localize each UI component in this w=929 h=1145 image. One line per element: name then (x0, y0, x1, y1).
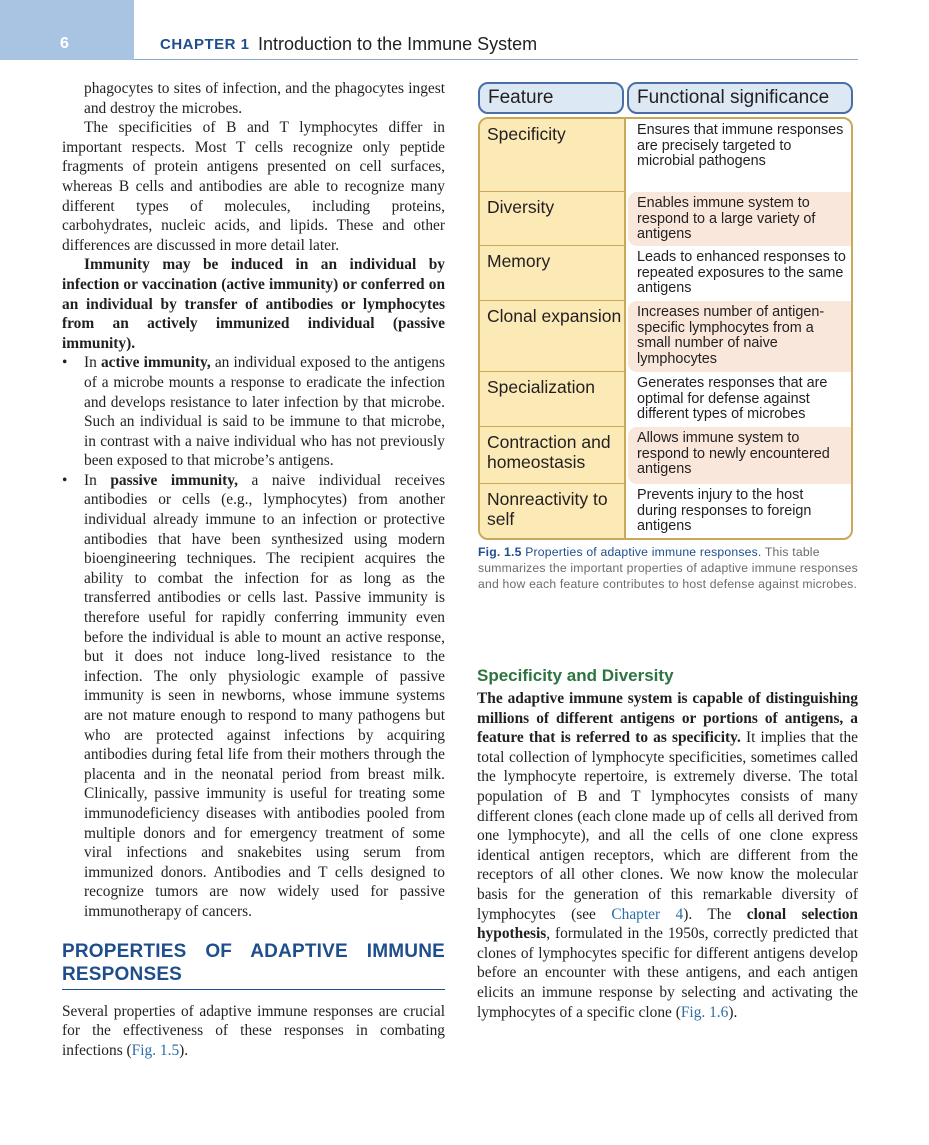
significance-cell: Leads to enhanced responses to repeated exposures to the same antigens (637, 249, 846, 297)
bullet-text: In (84, 354, 101, 372)
feature-cell: Nonreactivity to self (480, 484, 626, 538)
table-row (480, 119, 851, 192)
figure-link[interactable]: Fig. 1.6 (680, 1003, 729, 1021)
paragraph (62, 1002, 445, 1061)
paragraph-text: ). (179, 1041, 189, 1059)
feature-cell: Memory (480, 246, 626, 301)
section-rule (62, 989, 445, 990)
bullet-text: an individual exposed to the antigens of a microbe mounts a response to eradicate the infection and develops resistance to later infection by that microbe. Such an individual is said to be immune to that microbe, in contrast with a naive individual who has not previously been exposed to that microbe’s antigens. (84, 354, 445, 470)
paragraph-text: It implies that the total collection of lymphocyte specificities, sometimes called the lymphocyte repertoire, is extremely diverse. The total population of B and T lymphocytes consists of many different clones (each clone made up of cells all derived from one lymphocyte), and all the cells of one clone express identical antigen receptors, which are different from the receptors of all other clones. We now know the molecular basis for the generation of this remarkable diversity of lymphocytes (see (477, 729, 858, 923)
term-passive-immunity: passive immunity, (110, 471, 238, 489)
feature-cell: Specificity (480, 119, 626, 192)
key-statement: Immunity may be induced in an individual by infection or vaccination (active immunity) or conferred on an individual by transfer of antibodies or lymphocytes from an actively immunized individual (passive immunity). (62, 256, 445, 352)
feature-cell: Specialization (480, 372, 626, 427)
caption-label: Fig. 1.5 (478, 545, 522, 559)
significance-cell: Enables immune system to respond to a large variety of antigens (628, 192, 851, 246)
feature-cell: Diversity (480, 192, 626, 246)
left-column (62, 79, 445, 1060)
paragraph-text: ). (728, 1003, 738, 1021)
subsection-heading: Specificity and Diversity (477, 666, 674, 685)
page-number: 6 (60, 35, 69, 52)
right-column (477, 665, 858, 1022)
significance-cell: Prevents injury to the host during responses to foreign antigens (637, 487, 812, 535)
chapter-label: CHAPTER 1 (160, 36, 250, 53)
significance-cell: Ensures that immune responses are precisely targeted to microbial pathogens (637, 122, 844, 170)
table-row (480, 372, 851, 427)
term-active-immunity: active immunity, (100, 354, 211, 372)
significance-cell: Increases number of antigen-specific lymphocytes from a small number of naive lymphocytes (628, 301, 851, 372)
bullet-text: In (84, 471, 111, 489)
header-rule (134, 59, 858, 60)
bullet-passive-immunity (62, 471, 445, 922)
significance-cell: Generates responses that are optimal for defense against different types of microbes (637, 375, 828, 423)
significance-cell: Allows immune system to respond to newly encountered antigens (628, 427, 851, 484)
term-clonal-selection: clonal selection hypothesis (477, 905, 858, 943)
feature-cell: Contraction and homeostasis (480, 427, 626, 484)
table-row (480, 427, 851, 484)
chapter-title: Introduction to the Immune System (258, 34, 538, 54)
table-header-significance: Functional significance (627, 82, 853, 114)
table-row (480, 246, 851, 301)
table-header-feature: Feature (478, 82, 624, 114)
paragraph-text: , formulated in the 1950s, correctly predicted that clones of lymphocytes specific for different antigens develop before an encounter with these antigens, and each antigen elicits an immune response by selecting and activating the lymphocytes of a specific clone ( (477, 925, 858, 1021)
figure-table (478, 82, 857, 540)
paragraph-text: ). The (683, 905, 747, 923)
table-row (480, 301, 851, 372)
key-statement: The adaptive immune system is capable of distinguishing millions of different antigens or portions of antigens, a feature that is referred to as specificity. (477, 690, 858, 747)
bullet-active-immunity (62, 353, 445, 471)
bullet-text: a naive individual receives antibodies or cells (e.g., lymphocytes) from another individual already immune to an infection or protective antibodies that have been synthesized using modern bioengineering techniques. The recipient acquires the ability to combat the infection for as long as the transferred antibodies or cells last. Passive immunity is therefore useful for rapidly conferring immunity even before the individual is able to mount an active response, but it does not induce long-lived resistance to the infection. The only physiologic example of passive immunity is seen in newborns, whose immune systems are not mature enough to respond to many pathogens but who are protected against infections by acquiring antibodies during fetal life from their mothers through the placenta and in the neonatal period from breast milk. Clinically, passive immunity is useful for treating some immunodeficiency diseases with antibodies pooled from multiple donors and for emergency treatment of some viral infections and snakebites using serum from immunized donors. Antibodies and T cells designed to recognize tumors are now widely used for passive immunotherapy of cancers. (84, 471, 445, 920)
table-row (480, 192, 851, 246)
paragraph: phagocytes to sites of infection, and the phagocytes ingest and destroy the microbes. (84, 80, 445, 117)
figure-caption (478, 544, 859, 592)
paragraph: The specificities of B and T lymphocytes differ in important respects. Most T cells recognize only peptide fragments of protein antigens presented on cell surfaces, whereas B cells and antibodies are able to recognize many different types of molecules, including proteins, carbohydrates, nucleic acids, and lipids. These and other differences are discussed in more detail later. (62, 119, 445, 254)
caption-title: Properties of adaptive immune responses. (525, 545, 762, 559)
chapter-link[interactable]: Chapter 4 (611, 905, 684, 923)
table-body (478, 117, 853, 540)
table-row (480, 484, 851, 538)
feature-cell: Clonal expansion (480, 301, 626, 372)
section-heading: PROPERTIES OF ADAPTIVE IMMUNE RESPONSES (62, 940, 445, 985)
figure-link[interactable]: Fig. 1.5 (131, 1041, 180, 1059)
caption-text: This table summarizes the important properties of adaptive immune responses and how each feature contributes to host defense against microbes. (478, 545, 858, 591)
paragraph (477, 689, 858, 1022)
paragraph-text: Several properties of adaptive immune responses are crucial for the effectiveness of these responses in combating infections ( (62, 1002, 445, 1059)
